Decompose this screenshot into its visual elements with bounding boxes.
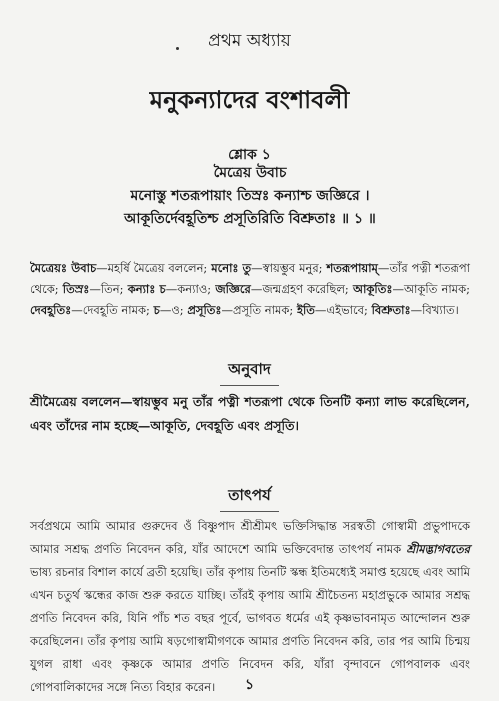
synonym-term: বিশ্রুতাঃ (371, 303, 411, 317)
synonym-term: কন্যাঃ (127, 282, 156, 296)
synonym-meaning: —তিন; (89, 282, 128, 296)
synonym-meaning: —প্রসূতি নামক; (221, 303, 297, 317)
verse-line: মৈত্রেয় উবাচ (213, 165, 287, 181)
synonym-term: চ (159, 282, 166, 296)
verse-line: মনোস্তু শতরূপায়াং তিস্রঃ কন্যাশ্চ জজ্ঞিরে । (130, 188, 370, 204)
verse-text (60, 162, 440, 231)
synonym-term: দেবহূতিঃ (30, 303, 72, 317)
synonym-term: ইতি (296, 303, 315, 317)
word-for-word-synonyms (30, 258, 470, 321)
verse-line: আকূতির্দেবহূতিশ্চ প্রসূতিরিতি বিশ্রুতাঃ ॥ ১ ॥ (124, 211, 376, 227)
purport-part: ভাষ্য রচনার বিশাল কার্যে ব্রতী হয়েছি। তাঁর কৃপায় তিনটি স্কন্ধ ইতিমধ্যেই সমাপ্ত হয়েছে এবং আমি এখন চতুর্থ স্কন্ধের কাজ শুরু করতে যাচ্ছি। তাঁরই কৃপায় আমি শ্রীচৈতন্য মহাপ্রভুকে আমার সশ্রদ্ধ প্রণতি নিবেদন করি, যিনি পাঁচ শত বছর পূর্বে, ভাগবত ধর্মের এই কৃষ্ণভাবনামৃত আন্দোলন শুরু করেছিলেন। তাঁর কৃপায় আমি ষড়গোস্বামীগণকে আমার প্রণতি নিবেদন করি, তার পর আমি চিন্ময় যুগল রাধা এবং কৃষ্ণকে আমার প্রণতি নিবেদন করি, যাঁরা বৃন্দাবনে গোপবালক এবং গোপবালিকাদের সঙ্গে নিত্য বিহার করেন। (30, 565, 470, 694)
synonym-meaning: —মহর্ষি মৈত্রেয় বললেন; (96, 261, 212, 275)
synonym-term: শতরূপায়াম্ (326, 261, 378, 275)
verse-label: শ্লোক ১ (228, 147, 271, 163)
synonym-term: তিস্রঃ (62, 282, 90, 296)
synonym-term: চ (153, 303, 160, 317)
synonym-meaning: —আকূতি নামক; (392, 282, 470, 296)
purport-part: সর্বপ্রথমে আমি আমার গুরুদেব ওঁ বিষ্ণুপাদ শ্রীশ্রীমৎ ভক্তিসিদ্ধান্ত সরস্বতী গোস্বামী প্রভুপাদকে আমার সশ্রদ্ধ প্রণতি নিবেদন করি, যাঁর আদেশে আমি ভক্তিবেদান্ত তাৎপর্য নামক (30, 519, 470, 556)
synonym-meaning: —ও; (159, 303, 188, 317)
synonym-meaning: —এইভাবে; (314, 303, 372, 317)
synonym-meaning: —বিখ্যাত। (410, 303, 459, 317)
synonym-meaning: —স্বায়ম্ভুব মনুর; (251, 261, 327, 275)
synonym-term: মৈত্রেয়ঃ উবাচ (30, 261, 97, 275)
synonym-meaning: —দেবহূতি নামক; (71, 303, 154, 317)
page-number: ১ (244, 677, 255, 693)
synonym-meaning: —কন্যাও; (165, 282, 216, 296)
translation-heading (0, 358, 499, 386)
synonym-term: প্রসূতিঃ (187, 303, 222, 317)
chapter-heading: প্রথম অধ্যায় (208, 31, 291, 51)
purport-heading (0, 484, 499, 512)
translation-heading-text: অনুবাদ (220, 358, 279, 386)
synonym-term: জজ্ঞিরে (215, 282, 251, 296)
purport-text (30, 515, 470, 699)
synonym-term: আকূতিঃ (352, 282, 393, 296)
synonym-meaning: —জন্মগ্রহণ করেছিল; (250, 282, 353, 296)
synonym-meaning: —তাঁর পত্নী শতরূপা থেকে; (30, 261, 470, 296)
purport-heading-text: তাৎপর্য (220, 484, 278, 512)
book-title: শ্রীমদ্ভাগবতের (406, 542, 470, 556)
synonym-term: তু (242, 261, 252, 275)
synonym-term: মনোঃ (211, 261, 239, 275)
chapter-title: মনুকন্যাদের বংশাবলী (149, 85, 350, 114)
translation-text: শ্রীমৈত্রেয় বললেন—স্বায়ম্ভুব মনু তাঁর পত্নী শতরূপা থেকে তিনটি কন্যা লাভ করেছিলেন, এবং তাঁদের নাম হচ্ছে—আকূতি, দেবহূতি এবং প্রসূতি। (30, 394, 470, 433)
